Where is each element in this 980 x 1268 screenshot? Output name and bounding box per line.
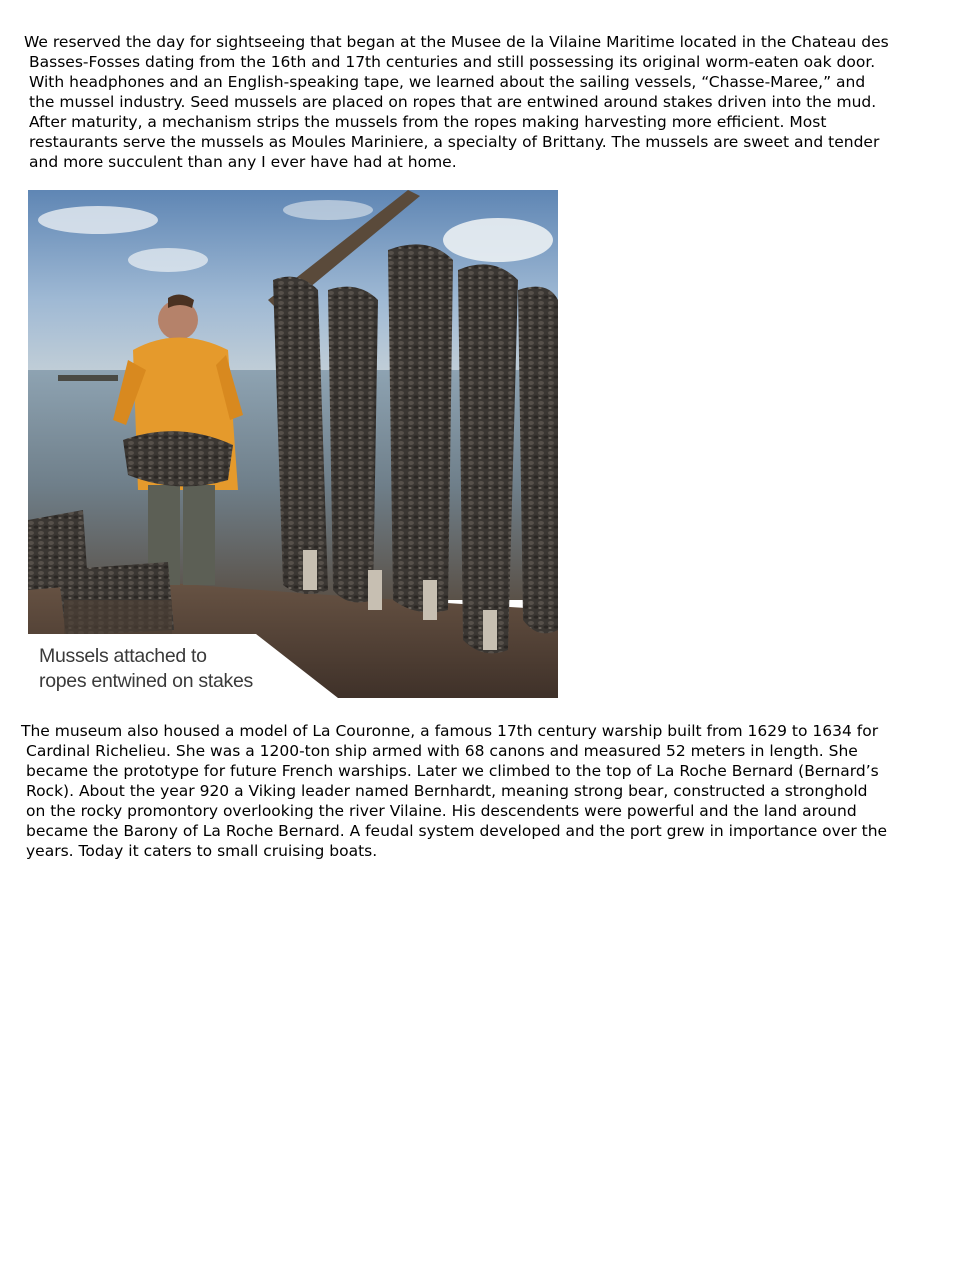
paragraph-line: became the Barony of La Roche Bernard. A feudal system developed and the port grew in importance over the (26, 822, 888, 840)
paragraph-line: The museum also housed a model of La Couronne, a famous 17th century warship built from 1629 to 1634 for (21, 722, 879, 740)
paragraph-line: years. Today it caters to small cruising boats. (26, 842, 378, 860)
paragraph-line: the mussel industry. Seed mussels are placed on ropes that are entwined around stakes driven into the mud. (29, 93, 877, 111)
photo-caption-line: ropes entwined on stakes (39, 670, 253, 692)
paragraph-line: We reserved the day for sightseeing that began at the Musee de la Vilaine Maritime located in the Chateau des (24, 33, 889, 51)
mussel-stakes-photo (28, 190, 558, 698)
paragraph-line: and more succulent than any I ever have had at home. (29, 153, 457, 171)
paragraph-mussels (24, 32, 889, 172)
paragraph-museum (21, 721, 887, 861)
paragraph-line: Basses-Fosses dating from the 16th and 17th centuries and still possessing its original worm-eaten oak door. (29, 53, 876, 71)
paragraph-line: With headphones and an English-speaking tape, we learned about the sailing vessels, “Chasse-Maree,” and (29, 73, 866, 91)
paragraph-line: After maturity, a mechanism strips the mussels from the ropes making harvesting more efficient. Most (29, 113, 827, 131)
paragraph-line: restaurants serve the mussels as Moules Mariniere, a specialty of Brittany. The mussels are sweet and tender (29, 133, 880, 151)
photo-illustration (28, 190, 558, 698)
paragraph-line: became the prototype for future French warships. Later we climbed to the top of La Roche Bernard (Bernard’s (26, 762, 879, 780)
paragraph-line: Rock). About the year 920 a Viking leader named Bernhardt, meaning strong bear, constructed a stronghold (26, 782, 868, 800)
paragraph-line: Cardinal Richelieu. She was a 1200-ton ship armed with 68 canons and measured 52 meters in length. She (26, 742, 858, 760)
photo-caption-line: Mussels attached to (39, 645, 207, 667)
paragraph-line: on the rocky promontory overlooking the river Vilaine. His descendents were powerful and the land around (26, 802, 857, 820)
